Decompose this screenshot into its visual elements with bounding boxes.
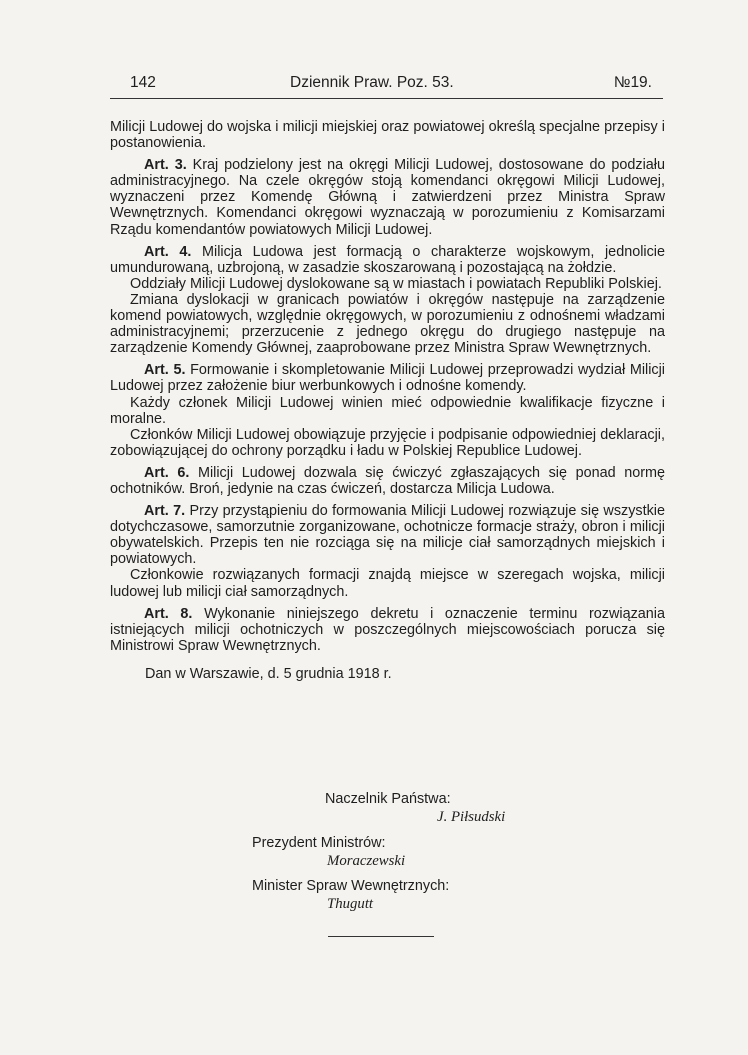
article-label: Art. 8. [144,605,193,622]
article-4 [110,244,665,276]
interior-minister-title: Minister Spraw Wewnętrznych: [252,878,450,894]
paragraph: Każdy członek Milicji Ludowej winien mieć odpowiednie kwalifikacje fizyczne i moralne. [110,394,665,427]
article-label: Art. 4. [144,243,192,260]
article-3 [110,157,665,237]
article-text: Przy przystąpieniu do formowania Milicji Ludowej rozwiązuje się wszystkie dotychczasowe, samorzutnie zorganizowane, ochotnicze formacje straży, obron i milicji obywatelskich. Przepis ten nie rozciąga się na milicje ciał samorządnych miejskich i powiatowych. [110,503,665,568]
interior-minister-signature: Thugutt [327,896,374,912]
paragraph: Oddziały Milicji Ludowej dyslokowane są w miastach i powiatach Republiki Polskiej. [130,275,662,292]
document-body [110,119,665,682]
article-8 [110,606,665,654]
paragraph-continuation: Milicji Ludowej do wojska i milicji miejskiej oraz powiatowej określą specjalne przepisy i postanowienia. [110,119,665,152]
article-7 [110,503,665,567]
head-of-state-signature: J. Piłsudski [437,809,506,825]
prime-minister-signature: Moraczewski [327,853,406,869]
article-text: Kraj podzielony jest na okręgi Milicji Ludowej, dostosowane do podziału administracyjnego. Na czele okręgów stoją komendanci okręgowi Milicji Ludowej, wyznaczeni przez Komendę Główną i zatwierdzeni przez Ministra Spraw Wewnętrznych. Komendanci okręgowi wyznaczają w porozumieniu z Komisarzami Rządu komendantów powiatowych Milicji Ludowej. [110,157,665,238]
article-text: Milicja Ludowa jest formacją o charakterze wojskowym, jednolicie umundurowaną, uzbrojoną, w zasadzie skoszarowaną i pozostającą na żołdzie. [110,243,665,276]
date-line: Dan w Warszawie, d. 5 grudnia 1918 r. [145,665,392,682]
paragraph: Członkowie rozwiązanych formacji znajdą miejsce w szeregach wojska, milicji ludowej lub milicji ciał samorządnych. [110,567,665,600]
header-rule [110,98,663,99]
prime-minister-title: Prezydent Ministrów: [252,835,386,851]
head-of-state-title: Naczelnik Państwa: [325,791,451,807]
paragraph: Członków Milicji Ludowej obowiązuje przyjęcie i podpisanie odpowiedniej deklaracji, zobowiązującej do ochrony porządku i ładu w Polskiej Republice Ludowej. [110,426,665,459]
article-6 [110,465,665,497]
document-page [110,68,666,912]
paragraph: Zmiana dyslokacji w granicach powiatów i okręgów następuje na zarządzenie komend powiatowych, względnie okręgowych, w porozumieniu z odnośnemi władzami administracyjnemi; przerzucenie z jednego okręgu do drugiego następuje na zarządzenie Komendy Głównej, zaaprobowane przez Ministra Spraw Wewnętrznych. [110,291,665,357]
article-text: Formowanie i skompletowanie Milicji Ludowej przeprowadzi wydział Milicji Ludowej przez założenie biur werbunkowych i odnośne komendy. [110,362,666,395]
article-label: Art. 6. [144,464,190,481]
article-label: Art. 3. [144,157,187,174]
article-label: Art. 5. [144,362,186,379]
issue-number: №19. [613,74,652,91]
end-rule [328,936,434,937]
article-5 [110,362,665,394]
article-text: Milicji Ludowej dozwala się ćwiczyć zgłaszających się ponad normę ochotników. Broń, jedynie na czas ćwiczeń, dostarcza Milicja Ludowa. [110,464,665,497]
article-text: Wykonanie niniejszego dekretu i oznaczenie terminu rozwiązania istniejących milicji ochotniczych w poszczególnych miejscowościach porucza się Ministrowi Spraw Wewnętrznych. [110,605,665,654]
journal-title: Dziennik Praw. Poz. 53. [290,74,454,91]
article-label: Art. 7. [144,503,186,520]
page-number: 142 [130,74,156,91]
page-header [110,68,665,94]
